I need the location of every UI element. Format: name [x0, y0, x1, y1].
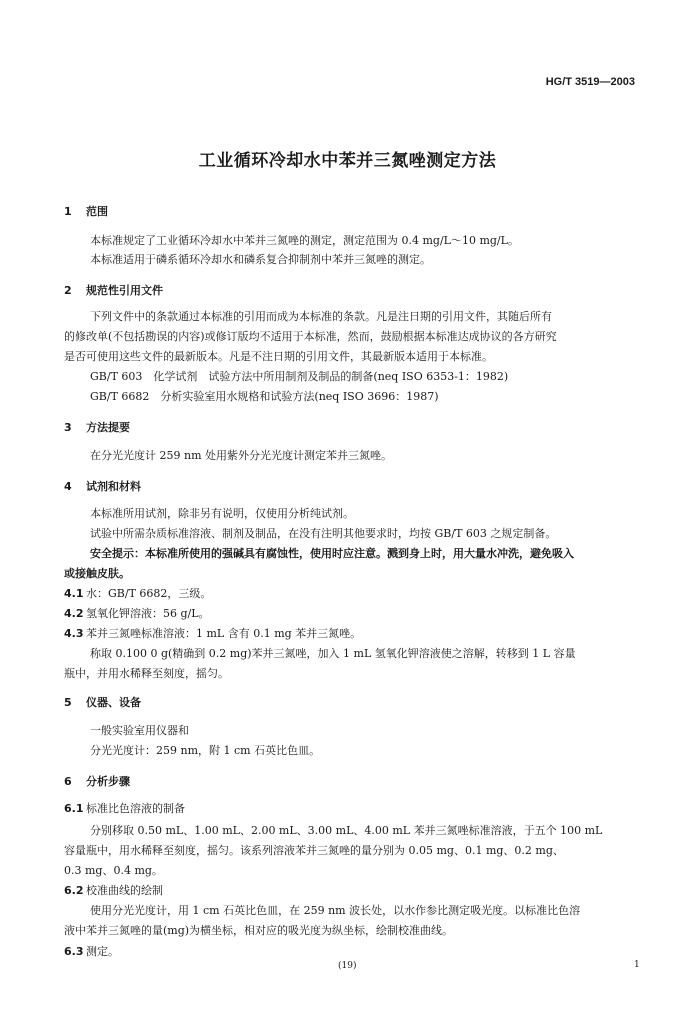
paragraph-line: 的修改单(不包括勘误的内容)或修订版均不适用于本标准，然而，鼓励根据本标准达成协议的各方研究	[64, 330, 557, 343]
section-title: 范围	[86, 205, 108, 218]
safety-note-cont: 或接触皮肤。	[64, 567, 130, 580]
safety-note: 安全提示：本标准所使用的强碱具有腐蚀性，使用时应注意。溅到身上时，用大量水冲洗，避免吸入	[90, 547, 574, 560]
section-title: 分析步骤	[86, 775, 130, 788]
item-text: 校准曲线的绘制	[86, 884, 163, 897]
reference-gb603: GB/T 603 化学试剂 试验方法中所用制剂及制品的制备(neq ISO 6353-1：1982)	[90, 370, 509, 383]
section-title: 仪器、设备	[86, 696, 141, 709]
paragraph-line: 称取 0.100 0 g(精确到 0.2 mg)苯并三氮唑，加入 1 mL 氢氧化钾溶液使之溶解，转移到 1 L 容量	[90, 647, 576, 660]
paragraph-line: 本标准所用试剂，除非另有说明，仅使用分析纯试剂。	[90, 507, 354, 520]
standard-number: HG/T 3519—2003	[545, 76, 635, 88]
section-number: 6	[64, 775, 72, 788]
paragraph-line: 是否可使用这些文件的最新版本。凡是不注日期的引用文件，其最新版本适用于本标准。	[64, 350, 493, 363]
section-title: 方法提要	[86, 421, 130, 434]
section-6-heading	[64, 773, 130, 789]
item-4-2	[64, 605, 210, 621]
section-title: 规范性引用文件	[86, 284, 163, 297]
item-6-1	[64, 800, 185, 816]
item-number: 4.1	[64, 587, 84, 600]
item-number: 6.1	[64, 802, 84, 815]
paragraph-line: 瓶中，并用水稀释至刻度，摇匀。	[64, 667, 229, 680]
item-text: 标准比色溶液的制备	[86, 802, 185, 815]
section-number: 5	[64, 696, 72, 709]
item-4-3	[64, 625, 361, 641]
item-number: 4.3	[64, 627, 84, 640]
paragraph-line: 一般实验室用仪器和	[90, 724, 189, 737]
paragraph-line: 下列文件中的条款通过本标准的引用而成为本标准的条款。凡是注日期的引用文件，其随后所有	[90, 310, 552, 323]
item-number: 6.2	[64, 884, 84, 897]
item-6-2	[64, 882, 163, 898]
paragraph-line: 液中苯并三氮唑的量(mg)为横坐标，相对应的吸光度为纵坐标，绘制校准曲线。	[64, 924, 454, 937]
item-text: 氢氧化钾溶液：56 g/L。	[86, 607, 210, 620]
section-5-heading	[64, 694, 141, 710]
section-number: 2	[64, 284, 72, 297]
section-2-heading	[64, 282, 163, 298]
reference-gb6682: GB/T 6682 分析实验室用水规格和试验方法(neq ISO 3696：1987)	[90, 390, 439, 403]
item-text: 水：GB/T 6682，三级。	[86, 587, 212, 600]
paragraph-line: 本标准规定了工业循环冷却水中苯并三氮唑的测定，测定范围为 0.4 mg/L～10 mg/L。	[90, 234, 519, 247]
paragraph-line: 容量瓶中，用水稀释至刻度，摇匀。该系列溶液苯并三氮唑的量分别为 0.05 mg、0.1 mg、0.2 mg、	[64, 844, 564, 857]
page-number-right: 1	[634, 960, 640, 970]
section-title: 试剂和材料	[86, 480, 141, 493]
paragraph-line: 0.3 mg、0.4 mg。	[64, 864, 163, 877]
item-number: 4.2	[64, 607, 84, 620]
paragraph-line: 试验中所需杂质标准溶液、制剂及制品，在没有注明其他要求时，均按 GB/T 603 之规定制备。	[90, 527, 557, 540]
paragraph-line: 分别移取 0.50 mL、1.00 mL、2.00 mL、3.00 mL、4.00 mL 苯并三氮唑标准溶液，于五个 100 mL	[90, 824, 603, 837]
paragraph-line: 使用分光光度计，用 1 cm 石英比色皿，在 259 nm 波长处，以水作参比测定吸光度。以标准比色溶	[90, 904, 581, 917]
section-number: 3	[64, 421, 72, 434]
section-1-heading	[64, 203, 108, 219]
paragraph-line: 本标准适用于磷系循环冷却水和磷系复合抑制剂中苯并三氮唑的测定。	[90, 253, 431, 266]
item-text: 测定。	[86, 945, 119, 958]
section-4-heading	[64, 478, 141, 494]
paragraph-line: 在分光光度计 259 nm 处用紫外分光光度计测定苯并三氮唑。	[90, 449, 392, 462]
page-number-center: (19)	[338, 961, 357, 971]
section-number: 4	[64, 480, 72, 493]
section-number: 1	[64, 205, 72, 218]
item-4-1	[64, 585, 211, 601]
document-title: 工业循环冷却水中苯并三氮唑测定方法	[198, 151, 497, 171]
item-number: 6.3	[64, 945, 84, 958]
item-6-3	[64, 943, 119, 959]
item-text: 苯并三氮唑标准溶液：1 mL 含有 0.1 mg 苯并三氮唑。	[86, 627, 362, 640]
paragraph-line: 分光光度计：259 nm，附 1 cm 石英比色皿。	[90, 744, 321, 757]
section-3-heading	[64, 419, 130, 435]
